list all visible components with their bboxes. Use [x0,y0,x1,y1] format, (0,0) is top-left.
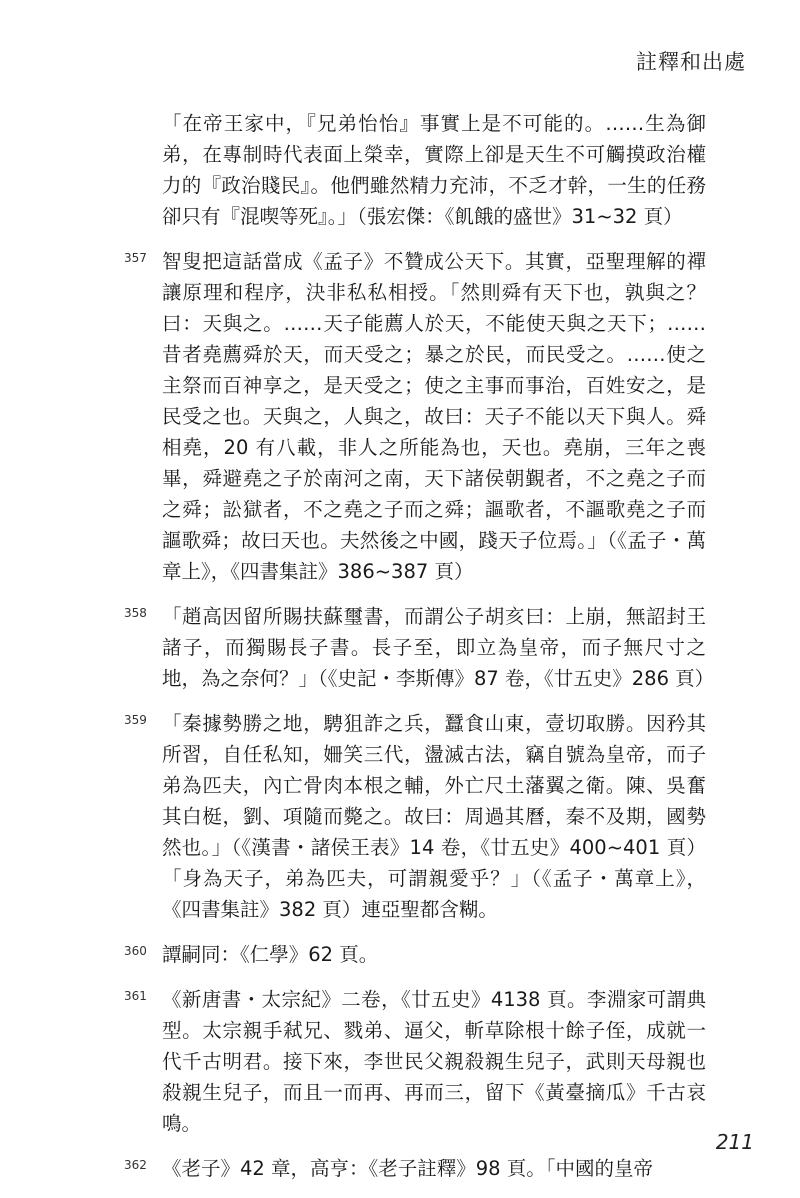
notes-body [114,108,715,1198]
note-text: 《老子》42 章，高亨：《老子註釋》98 頁。「中國的皇帝 [162,1157,654,1180]
note-number: 357 [124,251,147,265]
note-text: 《新唐書・太宗紀》二卷，《廿五史》4138 頁。李淵家可謂典型。太宗親手弒兄、戮弟、逼父，斬草除根十餘子侄，成就一代千古明君。接下來，李世民父親殺親生兒子，武則天母親也殺親生兒子，而且一而再、再而三，留下《黃臺摘瓜》千古哀鳴。 [162,988,706,1135]
note-text: 「秦據勢勝之地，騁狙詐之兵，蠶食山東，壹切取勝。因矜其所習，自任私知，姍笑三代，盪滅古法，竊自號為皇帝，而子弟為匹夫，內亡骨肉本根之輔，外亡尺土藩翼之衛。陳、吳奮其白梃，劉、項隨而斃之。故曰：周過其曆，秦不及期，國勢然也。」（《漢書・諸侯王表》14 卷，《廿五史》400~401 頁）「身為天子，弟為匹夫，可謂親愛乎？」（《孟子・萬章上》，《四書集註》382 頁）連亞聖都含糊。 [162,712,706,921]
note-number: 359 [124,713,147,727]
note-362 [114,1153,706,1184]
note-360 [114,939,706,970]
note-text: 「趙高因留所賜扶蘇璽書，而謂公子胡亥曰：上崩，無詔封王諸子，而獨賜長子書。長子至，即立為皇帝，而子無尺寸之地，為之奈何？」（《史記・李斯傳》87 卷，《廿五史》286 頁） [162,605,715,690]
running-header: 註釋和出處 [636,50,746,74]
page-number: 211 [715,1130,754,1154]
note-text: 譚嗣同：《仁學》62 頁。 [162,943,379,966]
note-359 [114,708,706,925]
continued-note-text: 「在帝王家中，『兄弟怡怡』事實上是不可能的。……生為御弟，在專制時代表面上榮幸，實際上卻是天生不可觸摸政治權力的『政治賤民』。他們雖然精力充沛，不乏才幹，一生的任務卻只有『混喫等死』。」（張宏傑：《飢餓的盛世》31~32 頁） [162,112,706,228]
note-358 [114,601,715,694]
note-number: 361 [124,989,147,1003]
note-text: 智叟把這話當成《孟子》不贊成公天下。其實，亞聖理解的禪讓原理和程序，決非私私相授。「然則舜有天下也，孰與之？曰：天與之。……天子能薦人於天，不能使天與之天下；……昔者堯薦舜於天，而天受之；暴之於民，而民受之。……使之主祭而百神享之，是天受之；使之主事而事治，百姓安之，是民受之也。天與之，人與之，故曰：天子不能以天下與人。舜相堯，20 有八載，非人之所能為也，天也。堯崩，三年之喪畢，舜避堯之子於南河之南，天下諸侯朝覲者，不之堯之子而之舜；訟獄者，不之堯之子而之舜；謳歌者，不謳歌堯之子而謳歌舜；故曰天也。夫然後之中國，踐天子位焉。」（《孟子・萬章上》，《四書集註》386~387 頁） [162,250,706,583]
note-number: 362 [124,1158,147,1172]
note-361 [114,984,706,1139]
note-number: 360 [124,944,147,958]
note-357 [114,246,706,587]
note-number: 358 [124,606,147,620]
